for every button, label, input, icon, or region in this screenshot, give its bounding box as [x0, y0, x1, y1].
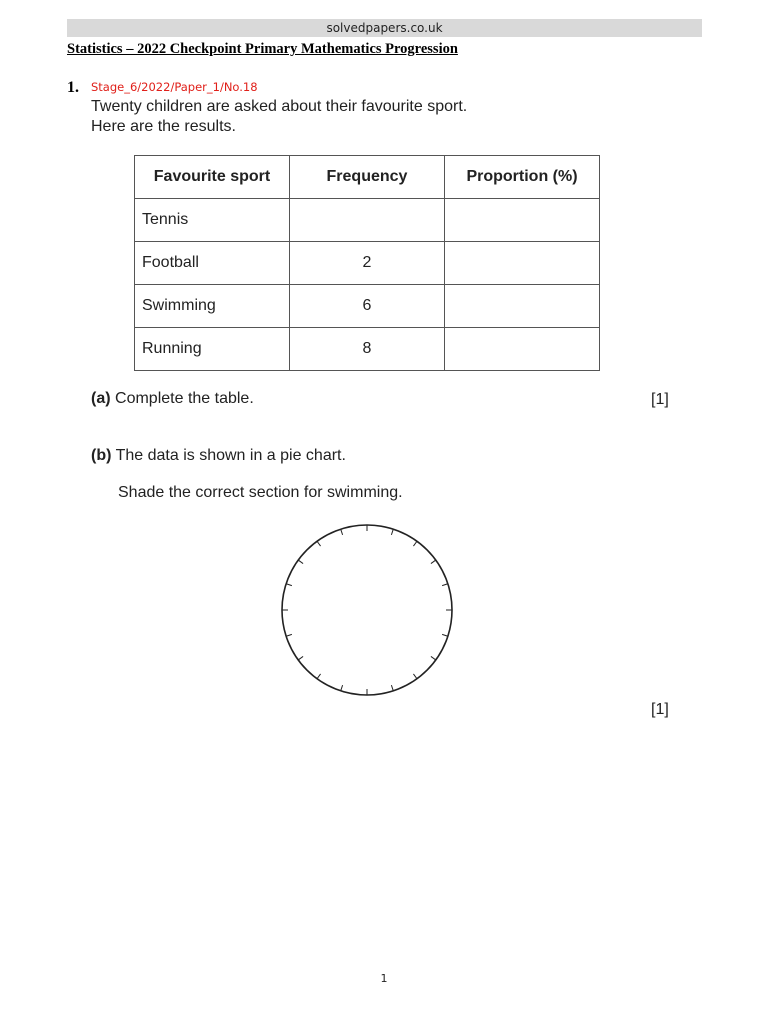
- blank-pie-chart[interactable]: [277, 518, 457, 702]
- part-b-text: The data is shown in a pie chart.: [115, 447, 346, 464]
- question-number: 1.: [67, 79, 79, 96]
- sport-cell: Tennis: [135, 199, 290, 242]
- column-header-frequency: Frequency: [290, 156, 445, 199]
- pie-tick: [317, 541, 321, 546]
- pie-tick: [286, 634, 292, 636]
- part-b-label: (b): [91, 447, 112, 464]
- pie-tick: [341, 529, 343, 535]
- pie-tick: [298, 656, 303, 660]
- pie-tick: [391, 685, 393, 691]
- table-row: [135, 199, 600, 242]
- header-bar: [67, 19, 702, 37]
- part-a-label: (a): [91, 390, 111, 407]
- pie-tick: [341, 685, 343, 691]
- part-a-marks: [1]: [651, 391, 669, 408]
- proportion-cell[interactable]: [445, 285, 600, 328]
- sport-cell: Swimming: [135, 285, 290, 328]
- proportion-cell[interactable]: [445, 328, 600, 371]
- pie-tick: [413, 541, 417, 546]
- table-row: [135, 285, 600, 328]
- question-reference: Stage_6/2022/Paper_1/No.18: [91, 80, 258, 94]
- pie-tick: [442, 584, 448, 586]
- page-number: 1: [380, 972, 388, 985]
- column-header-proportion: Proportion (%): [445, 156, 600, 199]
- frequency-cell: 6: [290, 285, 445, 328]
- table-row: [135, 242, 600, 285]
- question-intro-line-1: Twenty children are asked about their favourite sport.: [91, 98, 468, 115]
- favourite-sport-table: [134, 155, 600, 371]
- pie-tick: [286, 584, 292, 586]
- frequency-cell: 2: [290, 242, 445, 285]
- part-a-text: Complete the table.: [115, 390, 254, 407]
- table-header-row: [135, 156, 600, 199]
- sport-cell: Football: [135, 242, 290, 285]
- part-b-instruction: Shade the correct section for swimming.: [118, 484, 403, 501]
- pie-tick: [413, 674, 417, 679]
- pie-tick: [442, 634, 448, 636]
- table-row: [135, 328, 600, 371]
- part-b-marks: [1]: [651, 701, 669, 718]
- document-title: Statistics – 2022 Checkpoint Primary Mathematics Progression: [67, 41, 458, 57]
- pie-tick: [317, 674, 321, 679]
- column-header-sport: Favourite sport: [135, 156, 290, 199]
- site-name: solvedpapers.co.uk: [326, 21, 443, 35]
- part-a: [91, 390, 254, 408]
- part-b: [91, 447, 346, 465]
- question-intro-line-2: Here are the results.: [91, 118, 236, 135]
- proportion-cell[interactable]: [445, 199, 600, 242]
- pie-circle[interactable]: [282, 525, 452, 695]
- pie-ticks: [282, 525, 452, 695]
- frequency-cell: 8: [290, 328, 445, 371]
- sport-cell: Running: [135, 328, 290, 371]
- frequency-cell[interactable]: [290, 199, 445, 242]
- pie-tick: [298, 560, 303, 564]
- pie-tick: [391, 529, 393, 535]
- pie-tick: [431, 560, 436, 564]
- proportion-cell[interactable]: [445, 242, 600, 285]
- pie-tick: [431, 656, 436, 660]
